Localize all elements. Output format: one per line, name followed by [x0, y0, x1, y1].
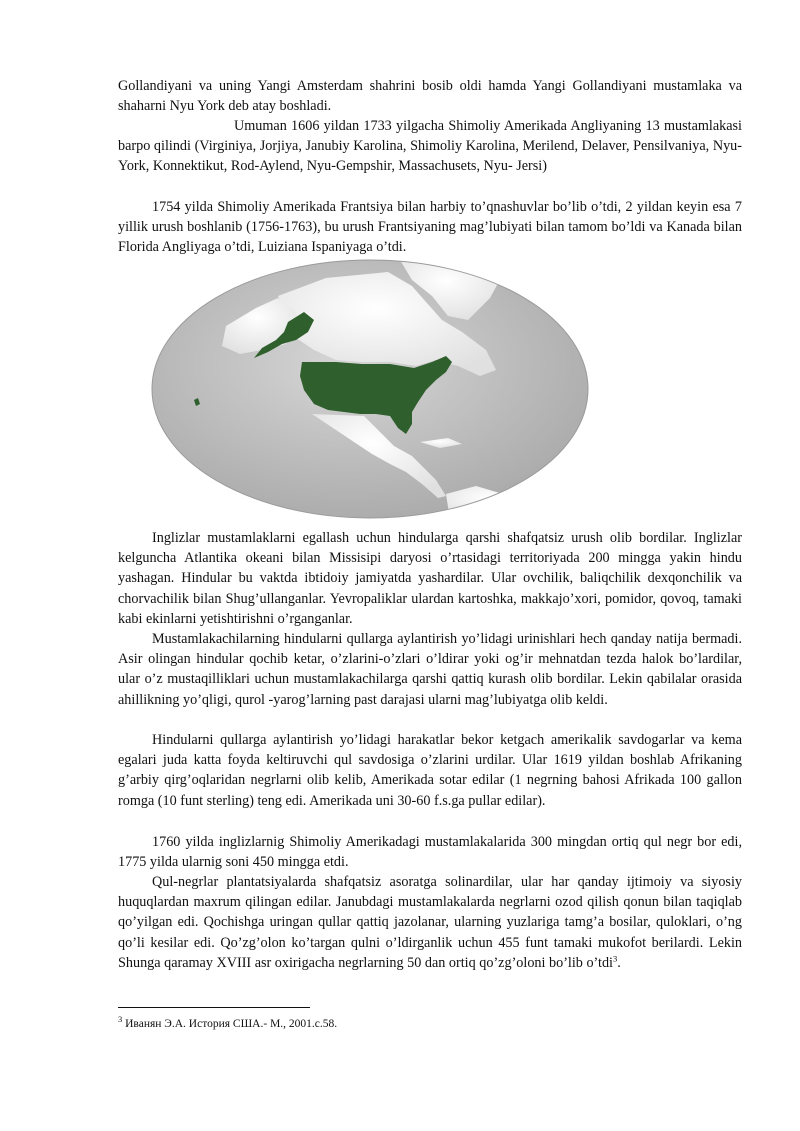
footnote-text: Иванян Э.А. История США.- М., 2001.с.58.	[122, 1018, 338, 1030]
paragraph-enslavement-attempts: Mustamlakachilarning hindularni qullarga aylantirish yo’lidagi urinishlari hech qanday natija bermadi. Asir olingan hindular qochib ketar, o’zlarini-o’zlari o’ldirar yoki og’ir mehnatdan tezda halok bo’lardilar, ular o’z mustaqilliklari uchun mustamlakachilarga qarshi qattiq kurash olib bordilar. Lekin qabilalar orasida ahillikning yo’qligi, qurol -yarog’larning past darajasi ularni mag’lubiyatga olib keldi.	[118, 631, 742, 708]
paragraph-slave-numbers: 1760 yilda inglizlarnig Shimoliy Amerikadagi mustamlakalarida 300 mingdan ortiq qul negr bor edi, 1775 yilda ularnig soni 450 mingga etdi.	[118, 834, 742, 871]
paragraph-slave-oppression	[118, 872, 742, 973]
paragraph-wars-against-natives: Inglizlar mustamlaklarni egallash uchun hindularga qarshi shafqatsiz urush olib bordilar. Inglizlar kelguncha Atlantika okeani bilan Missisipi daryosi o’rtasidagi territoriyada 200 mingga yakin hindu yashagan. Hindular bu vaktda ibtidoiy jamiyatda yashardilar. Ular ovchilik, baliqchilik dexqonchilik va chorvachilik bilan Shug’ullanganlar. Yevropaliklar ulardan kartoshka, makkajo’xori, pomidor, qovoq, tamaki kabi ekinlarni yetishtirishni o’rganganlar.	[118, 530, 742, 627]
world-map-globe	[150, 258, 590, 520]
paragraph-slave-oppression-end: .	[617, 954, 621, 971]
paragraph-seven-years-war: 1754 yilda Shimoliy Amerikada Frantsiya bilan harbiy to’qnashuvlar bo’lib o’tdi, 2 yildan keyin esa 7 yillik urush boshlanib (1756-1763), bu urush Frantsiyaning mag’lubiyati bilan tamom bo’ldi va Kanada bilan Florida Angliyaga o’tdi, Luiziana Ispaniyaga o’tdi.	[118, 199, 742, 256]
paragraph-new-amsterdam: Gollandiyani va uning Yangi Amsterdam shahrini bosib oldi hamda Yangi Gollandiyani mustamlaka va shaharni Nyu York deb atay boshladi.	[118, 78, 742, 115]
paragraph-slave-oppression-text: Qul-negrlar plantatsiyalarda shafqatsiz asoratga solinardilar, ular har qanday ijtimoiy va siyosiy huquqlardan maxrum qilingan edilar. Janubdagi mustamlakalarda negrlarni ozod qilish qonun bilan taqiqlab qo’yilgan edi. Qochishga uringan qullar qattiq jazolanar, ularning yuzlariga tamg’a bosilar, quloklari, o’ng qo’li kesilar edi. Qo’zg’olon ko’targan qulni o’ldirganlik uchun 455 funt tamaki mukofot berilardi. Lekin Shunga qaramay XVIII asr oxirigacha negrlarning 50 dan ortiq qo’zg’oloni bo’lib o’tdi	[118, 874, 742, 971]
footnote-reference: 3	[612, 953, 618, 964]
footnote-marker: 3	[118, 1014, 123, 1025]
footnote-separator	[118, 1007, 310, 1008]
footnote	[118, 1016, 337, 1032]
paragraph-thirteen-colonies: Umuman 1606 yildan 1733 yilgacha Shimoliy Amerikada Angliyaning 13 mustamlakasi barpo qilindi (Virginiya, Jorjiya, Janubiy Karolina, Shimoliy Karolina, Merilend, Delaver, Pensilvaniya, Nyu-York, Konnektikut, Rod-Aylend, Nyu-Gempshir, Massachusets, Nyu- Jersi)	[118, 118, 742, 175]
paragraph-slave-trade: Hindularni qullarga aylantirish yo’lidagi harakatlar bekor ketgach amerikalik savdogarlar va kema egalari juda katta foyda keltiruvchi qul savdosiga o’zlarini urdilar. Ular 1619 yildan boshlab Afrikaning g’arbiy qirg’oqlaridan negrlarni olib kelib, Amerikada sotar edilar (1 negrning bahosi Afrikada 100 gallon romga (10 funt sterling) teng edi. Amerikada uni 30-60 f.s.ga pullar edilar).	[118, 732, 742, 809]
